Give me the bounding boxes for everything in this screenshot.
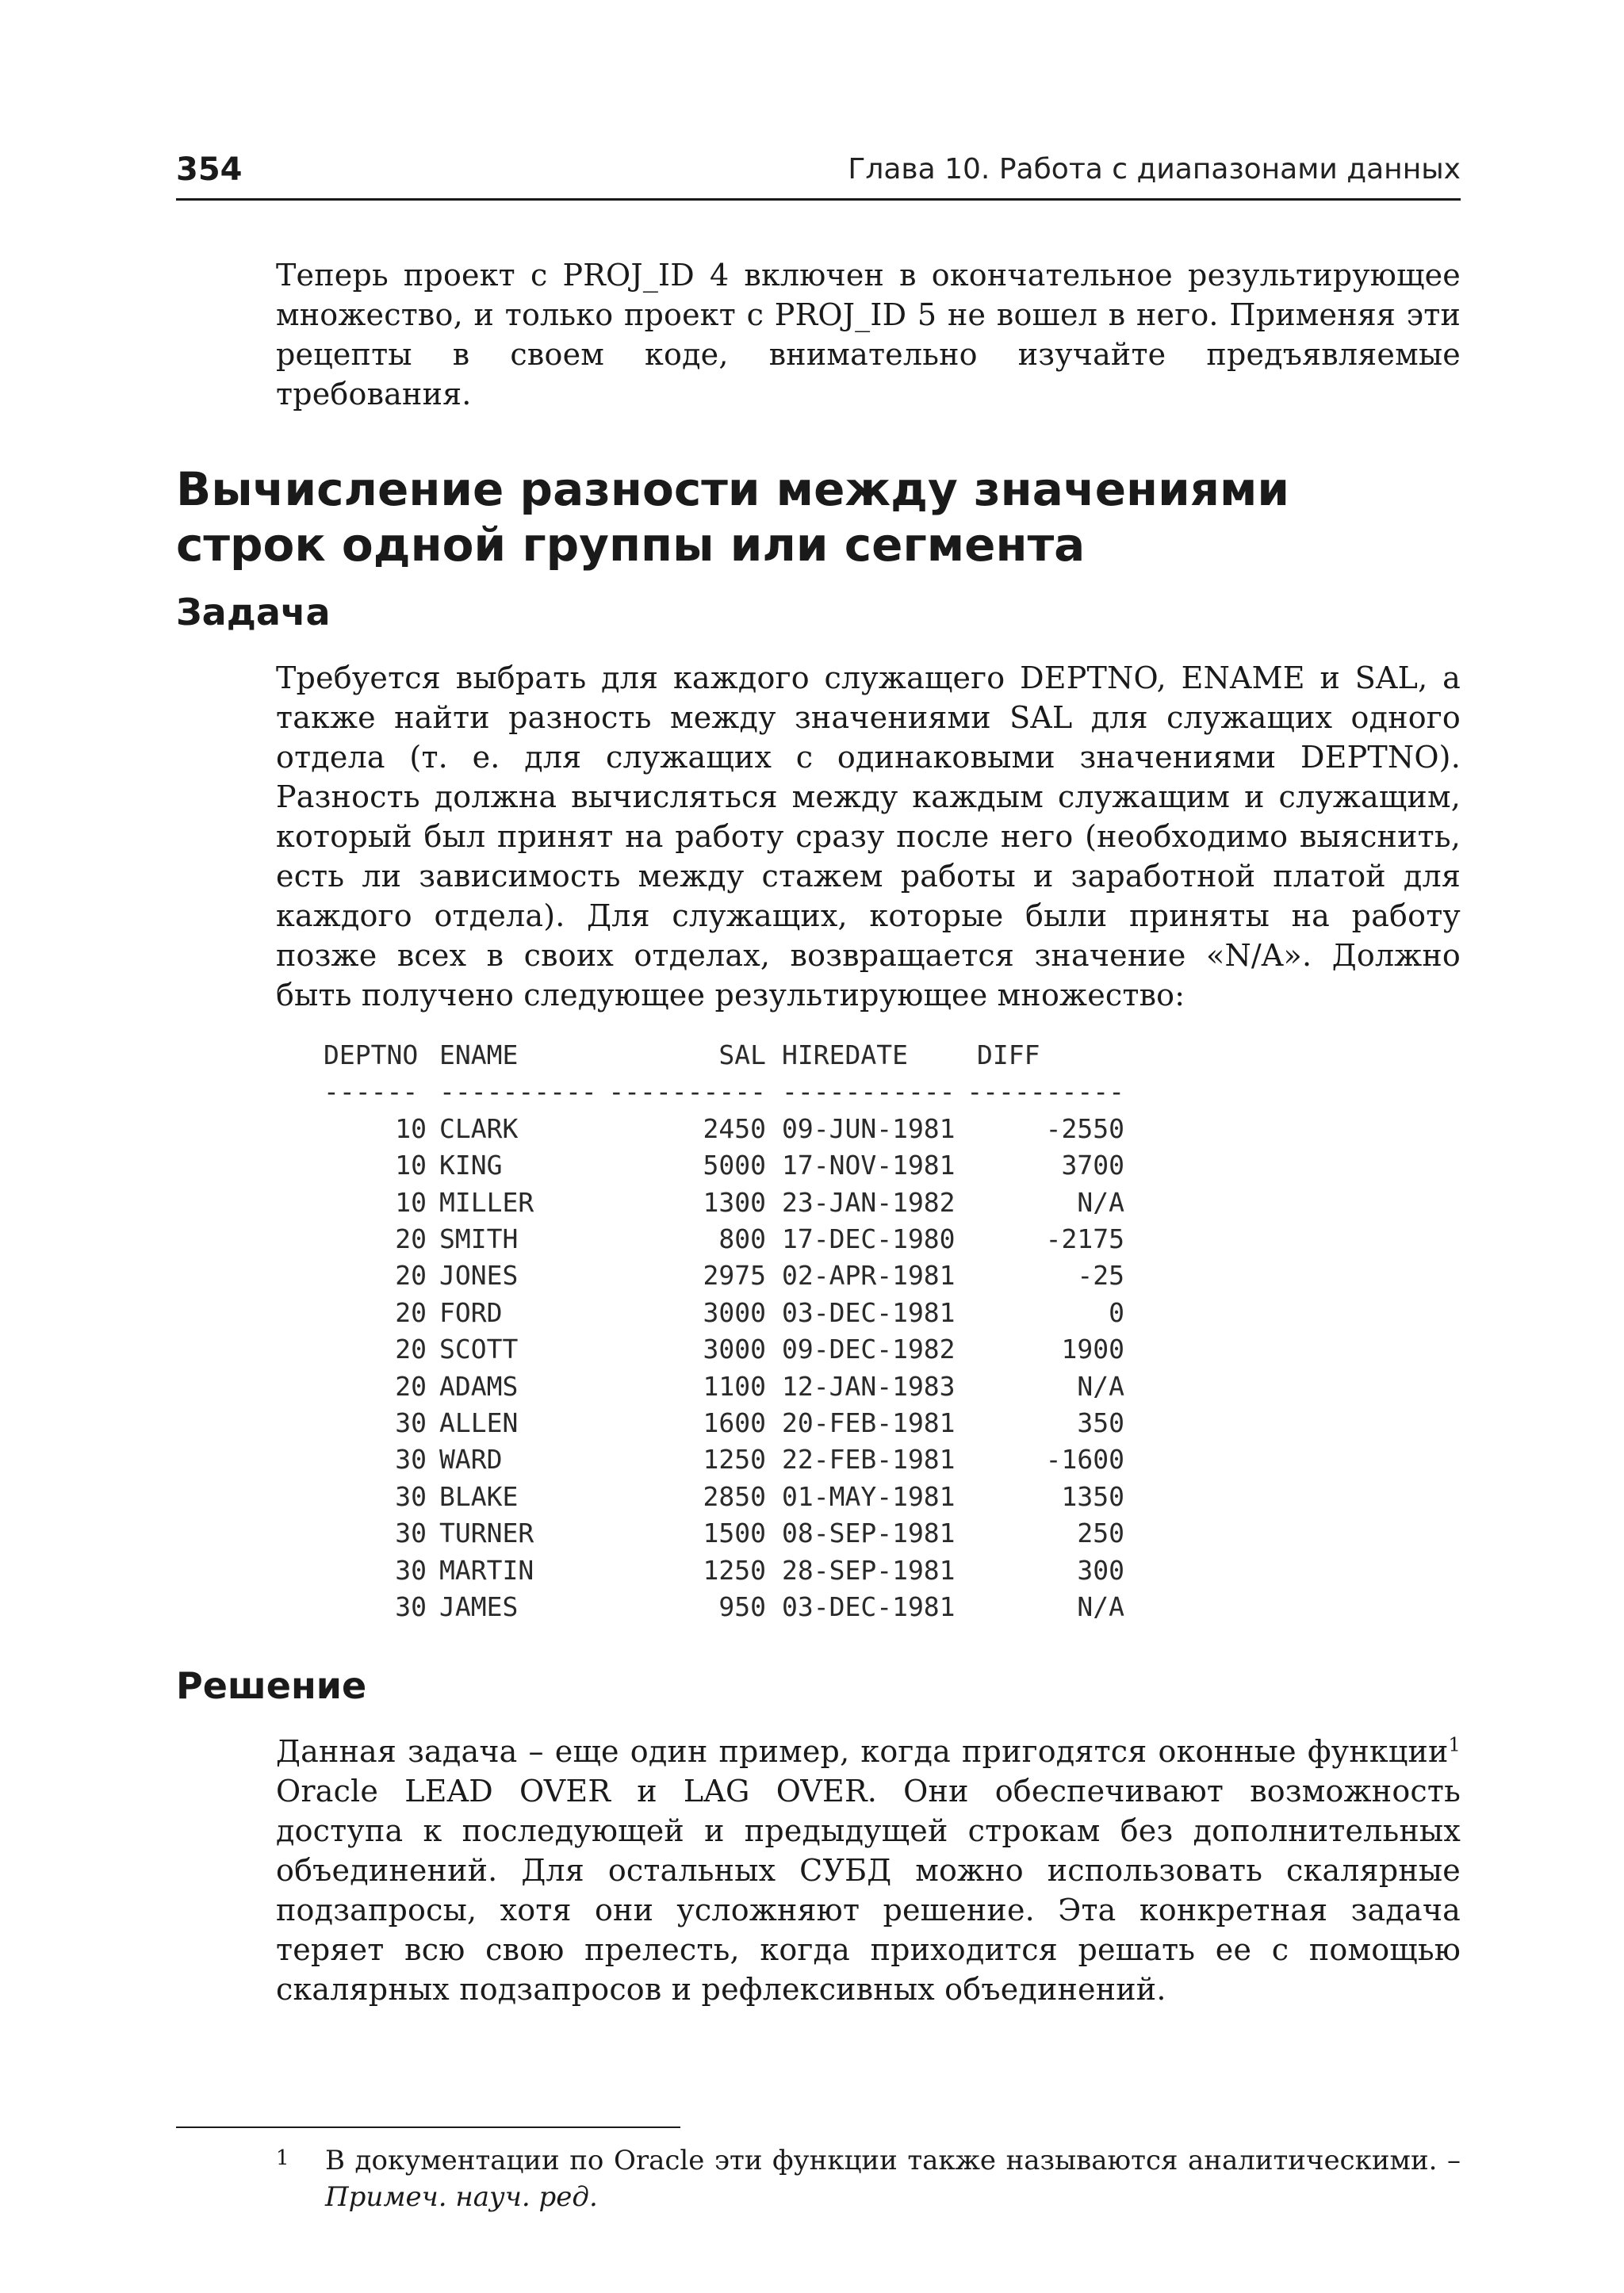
table-row xyxy=(324,1369,1124,1405)
cell-deptno: 30 xyxy=(395,1554,427,1586)
table-row xyxy=(324,1221,1124,1258)
cell-hiredate: 17-NOV-1981 xyxy=(782,1150,956,1181)
result-separator-row xyxy=(324,1074,1124,1110)
cell-diff: 300 xyxy=(1077,1554,1124,1586)
cell-hiredate: 08-SEP-1981 xyxy=(782,1518,956,1549)
solution-text-part1: Данная задача – еще один пример, когда пригодятся оконные функции xyxy=(276,1734,1449,1769)
cell-deptno: 20 xyxy=(395,1296,427,1328)
separator-deptno: ------ xyxy=(324,1076,419,1108)
footnote-text xyxy=(325,2142,1461,2215)
cell-deptno: 20 xyxy=(395,1260,427,1292)
cell-deptno: 30 xyxy=(395,1407,427,1439)
cell-ename: SMITH xyxy=(439,1223,519,1255)
cell-diff: 1900 xyxy=(1061,1334,1124,1365)
problem-text: Требуется выбрать для каждого служащего DEPTNO, ENAME и SAL, а также найти разность между значениями SAL для служащих одного отдела (т. е. для служащих с одинаковыми значениями DEPTNO). Разность должна вычисляться между каждым служащим и служащим, который был принят на работу сразу после него (необходимо выяснить, есть ли зависимость между стажем работы и заработной платой для каждого отдела). Для служащих, которые были приняты на работу позже всех в своих отделах, возвращается значение «N/A». Должно быть получено следующее результирующее множество: xyxy=(276,660,1461,1013)
table-row xyxy=(324,1441,1124,1478)
intro-paragraph xyxy=(276,255,1461,414)
section-title-line2: строк одной группы или сегмента xyxy=(176,518,1086,572)
cell-hiredate: 23-JAN-1982 xyxy=(782,1186,956,1218)
cell-hiredate: 20-FEB-1981 xyxy=(782,1407,956,1439)
cell-diff: -1600 xyxy=(1045,1444,1124,1476)
table-row xyxy=(324,1331,1124,1368)
cell-sal: 1500 xyxy=(703,1518,766,1549)
table-row xyxy=(324,1258,1124,1294)
solution-paragraph xyxy=(276,1732,1461,2009)
cell-ename: ADAMS xyxy=(439,1370,519,1402)
cell-sal: 1250 xyxy=(703,1444,766,1476)
cell-sal: 1600 xyxy=(703,1407,766,1439)
table-row xyxy=(324,1552,1124,1589)
footnote-editor-note: Примеч. науч. ред. xyxy=(325,2181,598,2213)
cell-ename: KING xyxy=(439,1150,503,1181)
cell-ename: WARD xyxy=(439,1444,503,1476)
cell-diff: -25 xyxy=(1077,1260,1124,1292)
table-row xyxy=(324,1185,1124,1221)
header-rule xyxy=(176,198,1461,201)
footnote-body: В документации по Oracle эти функции также называются аналитическими. – xyxy=(325,2145,1461,2176)
table-row xyxy=(324,1479,1124,1515)
separator-hiredate: ----------- xyxy=(782,1076,956,1108)
result-body xyxy=(324,1111,1124,1626)
cell-deptno: 30 xyxy=(395,1591,427,1623)
cell-deptno: 10 xyxy=(395,1150,427,1181)
cell-hiredate: 12-JAN-1983 xyxy=(782,1370,956,1402)
cell-sal: 3000 xyxy=(703,1296,766,1328)
cell-sal: 1250 xyxy=(703,1554,766,1586)
cell-sal: 2450 xyxy=(703,1112,766,1144)
table-row xyxy=(324,1295,1124,1331)
section-title-line1: Вычисление разности между значениями xyxy=(176,462,1290,516)
cell-deptno: 30 xyxy=(395,1518,427,1549)
cell-deptno: 20 xyxy=(395,1334,427,1365)
solution-text-part2: Oracle LEAD OVER и LAG OVER. Они обеспечивают возможность доступа к последующей и предыдущей строкам без дополнительных объединений. Для остальных СУБД можно использовать скалярные подзапросы, хотя они усложняют решение. Эта конкретная задача теряет всю свою прелесть, когда приходится решать ее с помощью скалярных подзапросов и рефлексивных объединений. xyxy=(276,1774,1461,2007)
col-diff-header: DIFF xyxy=(977,1039,1040,1070)
cell-hiredate: 03-DEC-1981 xyxy=(782,1591,956,1623)
cell-deptno: 20 xyxy=(395,1223,427,1255)
problem-paragraph xyxy=(276,658,1461,1015)
cell-hiredate: 09-DEC-1982 xyxy=(782,1334,956,1365)
page-number: 354 xyxy=(176,151,243,188)
separator-ename: ---------- xyxy=(439,1076,597,1108)
running-title: Глава 10. Работа с диапазонами данных xyxy=(848,153,1461,186)
cell-ename: FORD xyxy=(439,1296,503,1328)
footnote-rule xyxy=(176,2126,680,2128)
cell-ename: TURNER xyxy=(439,1518,534,1549)
cell-hiredate: 09-JUN-1981 xyxy=(782,1112,956,1144)
table-row xyxy=(324,1589,1124,1625)
cell-ename: MARTIN xyxy=(439,1554,534,1586)
cell-hiredate: 28-SEP-1981 xyxy=(782,1554,956,1586)
cell-diff: 0 xyxy=(1109,1296,1124,1328)
cell-diff: 350 xyxy=(1077,1407,1124,1439)
cell-deptno: 30 xyxy=(395,1444,427,1476)
cell-diff: -2175 xyxy=(1045,1223,1124,1255)
cell-hiredate: 22-FEB-1981 xyxy=(782,1444,956,1476)
cell-sal: 2850 xyxy=(703,1480,766,1512)
separator-diff: ---------- xyxy=(967,1076,1124,1108)
cell-deptno: 20 xyxy=(395,1370,427,1402)
solution-heading: Решение xyxy=(176,1664,367,1707)
cell-ename: SCOTT xyxy=(439,1334,519,1365)
cell-diff: 1350 xyxy=(1061,1480,1124,1512)
cell-ename: JAMES xyxy=(439,1591,519,1623)
table-row xyxy=(324,1147,1124,1184)
table-row xyxy=(324,1515,1124,1552)
cell-diff: N/A xyxy=(1077,1591,1124,1623)
cell-diff: N/A xyxy=(1077,1186,1124,1218)
cell-deptno: 10 xyxy=(395,1186,427,1218)
cell-sal: 800 xyxy=(718,1223,766,1255)
cell-diff: 3700 xyxy=(1061,1150,1124,1181)
col-ename-header: ENAME xyxy=(439,1039,519,1070)
separator-sal: ---------- xyxy=(608,1076,766,1108)
solution-text xyxy=(276,1732,1461,2009)
page-header xyxy=(176,147,1461,192)
col-deptno-header: DEPTNO xyxy=(324,1039,419,1070)
cell-ename: BLAKE xyxy=(439,1480,519,1512)
cell-hiredate: 03-DEC-1981 xyxy=(782,1296,956,1328)
cell-diff: -2550 xyxy=(1045,1112,1124,1144)
problem-heading: Задача xyxy=(176,591,331,634)
footnote-reference[interactable]: 1 xyxy=(1448,1733,1461,1756)
footnote-mark: 1 xyxy=(276,2146,289,2170)
cell-ename: CLARK xyxy=(439,1112,519,1144)
table-row xyxy=(324,1405,1124,1441)
cell-deptno: 10 xyxy=(395,1112,427,1144)
cell-sal: 950 xyxy=(718,1591,766,1623)
cell-sal: 5000 xyxy=(703,1150,766,1181)
cell-sal: 2975 xyxy=(703,1260,766,1292)
cell-sal: 3000 xyxy=(703,1334,766,1365)
intro-text: Теперь проект с PROJ_ID 4 включен в окончательное результирующее множество, и только проект с PROJ_ID 5 не вошел в него. Применяя эти рецепты в своем коде, внимательно изучайте предъявляемые требования. xyxy=(276,258,1461,412)
cell-hiredate: 02-APR-1981 xyxy=(782,1260,956,1292)
footnote xyxy=(276,2142,1461,2215)
cell-ename: ALLEN xyxy=(439,1407,519,1439)
cell-hiredate: 01-MAY-1981 xyxy=(782,1480,956,1512)
section-title xyxy=(176,461,1461,572)
cell-ename: MILLER xyxy=(439,1186,534,1218)
cell-sal: 1100 xyxy=(703,1370,766,1402)
cell-diff: N/A xyxy=(1077,1370,1124,1402)
result-header-row xyxy=(324,1037,1124,1074)
col-sal-header: SAL xyxy=(718,1039,766,1070)
cell-diff: 250 xyxy=(1077,1518,1124,1549)
table-row xyxy=(324,1111,1124,1147)
cell-ename: JONES xyxy=(439,1260,519,1292)
cell-sal: 1300 xyxy=(703,1186,766,1218)
cell-hiredate: 17-DEC-1980 xyxy=(782,1223,956,1255)
col-hiredate-header: HIREDATE xyxy=(782,1039,908,1070)
result-set-table xyxy=(324,1037,1124,1626)
cell-deptno: 30 xyxy=(395,1480,427,1512)
